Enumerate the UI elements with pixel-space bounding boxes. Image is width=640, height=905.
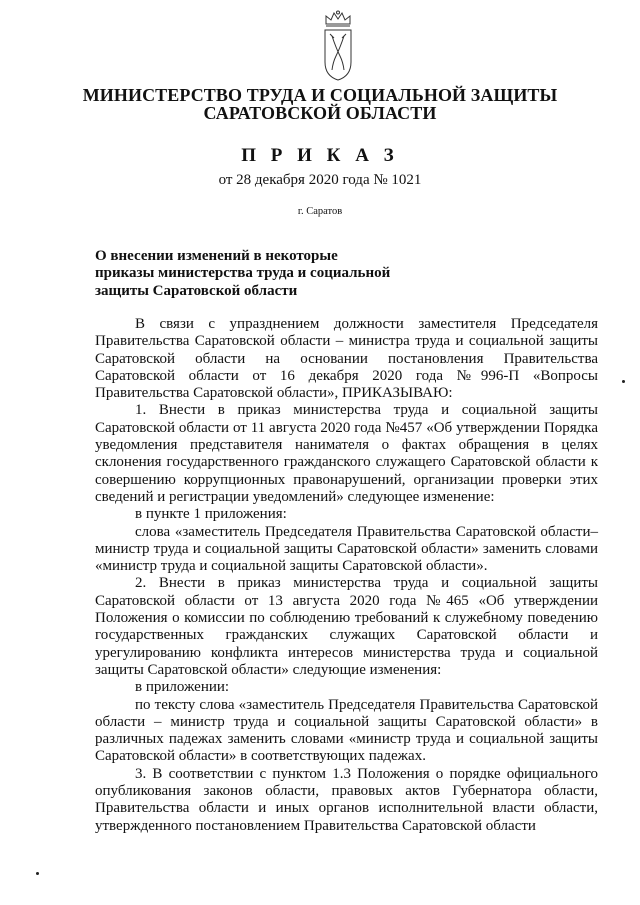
body-paragraph-item1-location: в пункте 1 приложения: [135, 506, 287, 523]
order-body [95, 316, 598, 835]
order-date-number: от 28 декабря 2020 года № 1021 [218, 172, 422, 188]
body-paragraph-item1: 1. Внести в приказ министерства труда и социальной защиты Саратовской области от 11 августа 2020 года №457 «Об утверждении Порядка уведомления представителя нанимателя о фактах обращения в целях склонения государственного гражданского служащего Саратовской области к совершению коррупционных правонарушений, организации проверки этих сведений и регистрации уведомлений» следующее изменение: [95, 402, 598, 505]
scan-speck [36, 872, 39, 875]
subject-line2: приказы министерства труда и социальной [95, 265, 391, 282]
order-title: П Р И К А З [241, 145, 399, 166]
order-subject [95, 248, 435, 300]
body-paragraph-item2-location: в приложении: [135, 679, 230, 696]
saratov-coat-of-arms-icon [320, 10, 356, 82]
order-city: г. Саратов [297, 206, 343, 217]
ministry-name-line1: МИНИСТЕРСТВО ТРУДА И СОЦИАЛЬНОЙ ЗАЩИТЫ [82, 85, 558, 105]
body-paragraph-item2-change: по тексту слова «заместитель Председателя Правительства Саратовской области – министр труда и социальной защиты Саратовской области» в различных падежах заменить словами «министр труда и социальной защиты Саратовской области» в соответствующих падежах. [95, 696, 598, 765]
subject-line3: защиты Саратовской области [95, 282, 298, 299]
scan-speck [622, 380, 625, 383]
body-paragraph-item2: 2. Внести в приказ министерства труда и социальной защиты Саратовской области от 13 августа 2020 года №465 «Об утверждении Положения о комиссии по соблюдению требований к служебному поведению государственных гражданских служащих Саратовской области и урегулированию конфликта интересов министерства труда и социальной защиты Саратовской области» следующие изменения: [95, 575, 598, 678]
subject-line1: О внесении изменений в некоторые [95, 248, 338, 264]
ministry-name-line2: САРАТОВСКОЙ ОБЛАСТИ [203, 103, 437, 123]
body-paragraph-item3: 3. В соответствии с пунктом 1.3 Положения о порядке официального опубликования законов области, правовых актов Губернатора области, Правительства области и иных органов исполнительной власти области, утвержденного постановлением Правительства Саратовской области [95, 765, 598, 834]
body-paragraph-preamble: В связи с упразднением должности заместителя Председателя Правительства Саратовской области – министра труда и социальной защиты Саратовской области на основании постановления Правительства Саратовской области от 16 декабря 2020 года №996-П «Вопросы Правительства Саратовской области», ПРИКАЗЫВАЮ: [95, 316, 598, 402]
body-paragraph-item1-change: слова «заместитель Председателя Правительства Саратовской области– министр труда и социальной защиты Саратовской области» заменить словами «министр труда и социальной защиты Саратовской области». [95, 523, 598, 575]
